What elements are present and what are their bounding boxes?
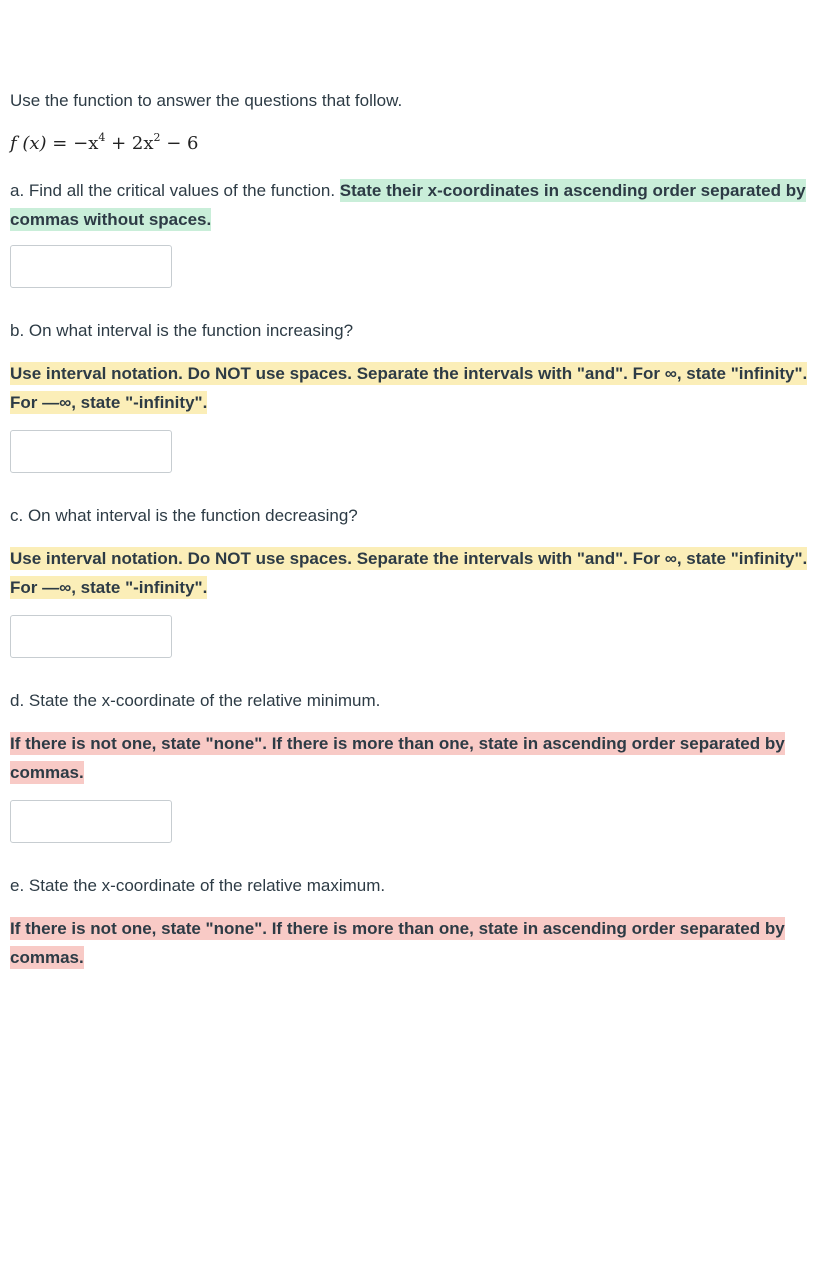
question-d-text: d. State the x-coordinate of the relative minimum. bbox=[10, 691, 381, 710]
question-e-instruction: If there is not one, state "none". If there is more than one, state in ascending order separated by commas. bbox=[10, 919, 785, 967]
question-a-instruction: State their x-coordinates in ascending order separated by commas without spaces. bbox=[10, 181, 806, 229]
question-e-instruction-block bbox=[10, 914, 820, 972]
answer-input-a[interactable] bbox=[10, 245, 172, 288]
formula-term-1-exponent: 4 bbox=[98, 131, 106, 144]
question-d-instruction: If there is not one, state "none". If there is more than one, state in ascending order separated by commas. bbox=[10, 734, 785, 782]
formula-term-2: + 2x bbox=[105, 133, 154, 154]
question-d-instruction-block bbox=[10, 729, 820, 787]
formula-lhs: f (x) = bbox=[10, 133, 74, 154]
intro-text: Use the function to answer the questions that follow. bbox=[10, 91, 403, 110]
formula-term-3: − 6 bbox=[160, 133, 199, 154]
function-formula bbox=[10, 132, 820, 156]
answer-input-b[interactable] bbox=[10, 430, 172, 473]
question-e-text: e. State the x-coordinate of the relative maximum. bbox=[10, 876, 386, 895]
formula-term-1: −x bbox=[73, 133, 99, 154]
question-b-text: b. On what interval is the function increasing? bbox=[10, 321, 354, 340]
answer-input-c[interactable] bbox=[10, 615, 172, 658]
question-content bbox=[10, 88, 820, 967]
question-c-instruction-block bbox=[10, 544, 820, 602]
answer-input-d[interactable] bbox=[10, 800, 172, 843]
question-a-text: a. Find all the critical values of the function. bbox=[10, 181, 340, 200]
question-a bbox=[10, 176, 820, 234]
question-c-text: c. On what interval is the function decreasing? bbox=[10, 506, 358, 525]
question-b-instruction: Use interval notation. Do NOT use spaces. Separate the intervals with "and". For ∞, state "infinity". For —∞, state "-infinity". bbox=[10, 364, 808, 412]
formula-term-2-exponent: 2 bbox=[153, 131, 161, 144]
question-c-instruction: Use interval notation. Do NOT use spaces. Separate the intervals with "and". For ∞, state "infinity". For —∞, state "-infinity". bbox=[10, 549, 808, 597]
question-b-instruction-block bbox=[10, 359, 820, 417]
